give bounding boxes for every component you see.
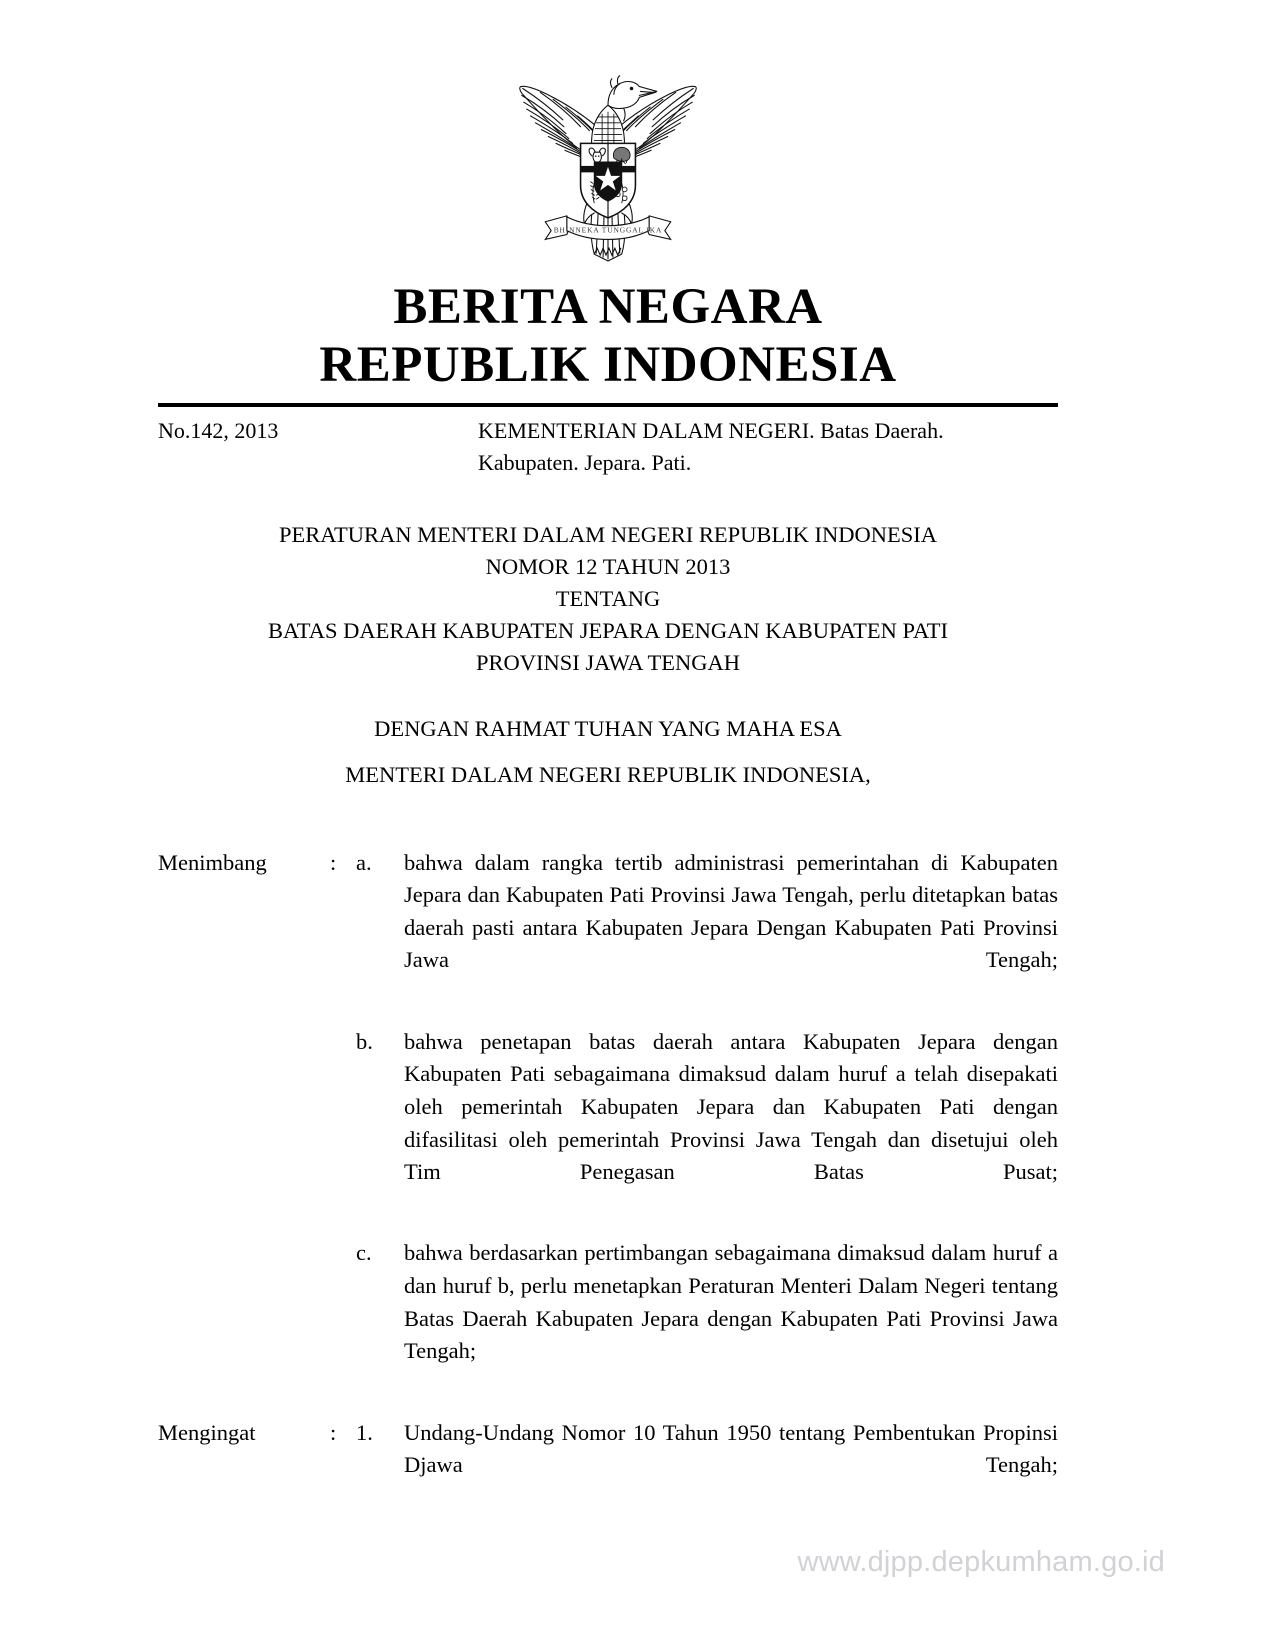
clause-colon: : (330, 1419, 337, 1445)
issue-subject-line-1: KEMENTERIAN DALAM NEGERI. Batas Daerah. (478, 418, 944, 444)
clause-item (158, 1026, 1058, 1222)
clause-text: bahwa dalam rangka tertib administrasi pemerintahan di Kabupaten Jepara dan Kabupaten Pati Provinsi Jawa Tengah, perlu ditetapkan batas daerah pasti antara Kabupaten Jepara Dengan Kabupaten Pati Provinsi Jawa Tengah; (404, 849, 1058, 973)
masthead-divider (158, 403, 1058, 407)
invocation (158, 713, 1058, 791)
clause-text: bahwa penetapan batas daerah antara Kabupaten Jepara dengan Kabupaten Pati sebagaimana dimaksud dalam huruf a telah disepakati oleh pemerintah Kabupaten Jepara dan Kabupaten Pati dengan difasilitasi oleh pemerintah Provinsi Jawa Tengah dan disetujui oleh Tim Penegasan Batas Pusat; (404, 1028, 1058, 1185)
issue-subject-line-2: Kabupaten. Jepara. Pati. (478, 450, 692, 476)
regulation-title (158, 519, 1058, 679)
clause-colon: : (330, 849, 337, 875)
clause-item (158, 1417, 1058, 1515)
clause-item (158, 1237, 1058, 1400)
invocation-blessing: DENGAN RAHMAT TUHAN YANG MAHA ESA (374, 715, 842, 741)
clause-marker: c. (356, 1240, 372, 1266)
emblem-motto-text: BHINNEKA TUNGGAL IKA (553, 225, 663, 235)
regulation-number: NOMOR 12 TAHUN 2013 (485, 553, 731, 579)
page-content (158, 0, 1058, 1530)
clause-label: Mengingat (158, 1419, 256, 1445)
clause-marker: b. (356, 1028, 373, 1054)
clause-marker: a. (356, 849, 372, 875)
emblem-container (158, 0, 1058, 262)
regulation-subject-line-1: BATAS DAERAH KABUPATEN JEPARA DENGAN KABUPATEN PATI (268, 617, 948, 643)
issue-number: No.142, 2013 (158, 418, 279, 444)
clause-text: bahwa berdasarkan pertimbangan sebagaimana dimaksud dalam huruf a dan huruf b, perlu menetapkan Peraturan Menteri Dalam Negeri tentang Batas Daerah Kabupaten Jepara dengan Kabupaten Pati Provinsi Jawa Tengah; (404, 1240, 1058, 1364)
issue-header (158, 415, 1058, 479)
clause-item (158, 847, 1058, 1010)
regulation-about-label: TENTANG (555, 585, 661, 611)
clause-text: Undang-Undang Nomor 10 Tahun 1950 tentang Pembentukan Propinsi Djawa Tengah; (404, 1419, 1058, 1478)
masthead (158, 278, 1058, 394)
regulation-subject-line-2: PROVINSI JAWA TENGAH (475, 649, 741, 675)
invocation-minister: MENTERI DALAM NEGERI REPUBLIK INDONESIA, (345, 761, 871, 787)
issue-subject (478, 415, 1058, 479)
clause-list (158, 847, 1058, 1515)
masthead-line-1: BERITA NEGARA (393, 279, 823, 335)
regulation-title-line-1: PERATURAN MENTERI DALAM NEGERI REPUBLIK INDONESIA (278, 522, 938, 548)
clause-label: Menimbang (158, 849, 267, 875)
garuda-pancasila-emblem (510, 62, 706, 262)
masthead-line-2: REPUBLIK INDONESIA (319, 337, 897, 394)
clause-marker: 1. (356, 1419, 373, 1445)
footer-watermark: www.djpp.depkumham.go.id (797, 1546, 1165, 1578)
